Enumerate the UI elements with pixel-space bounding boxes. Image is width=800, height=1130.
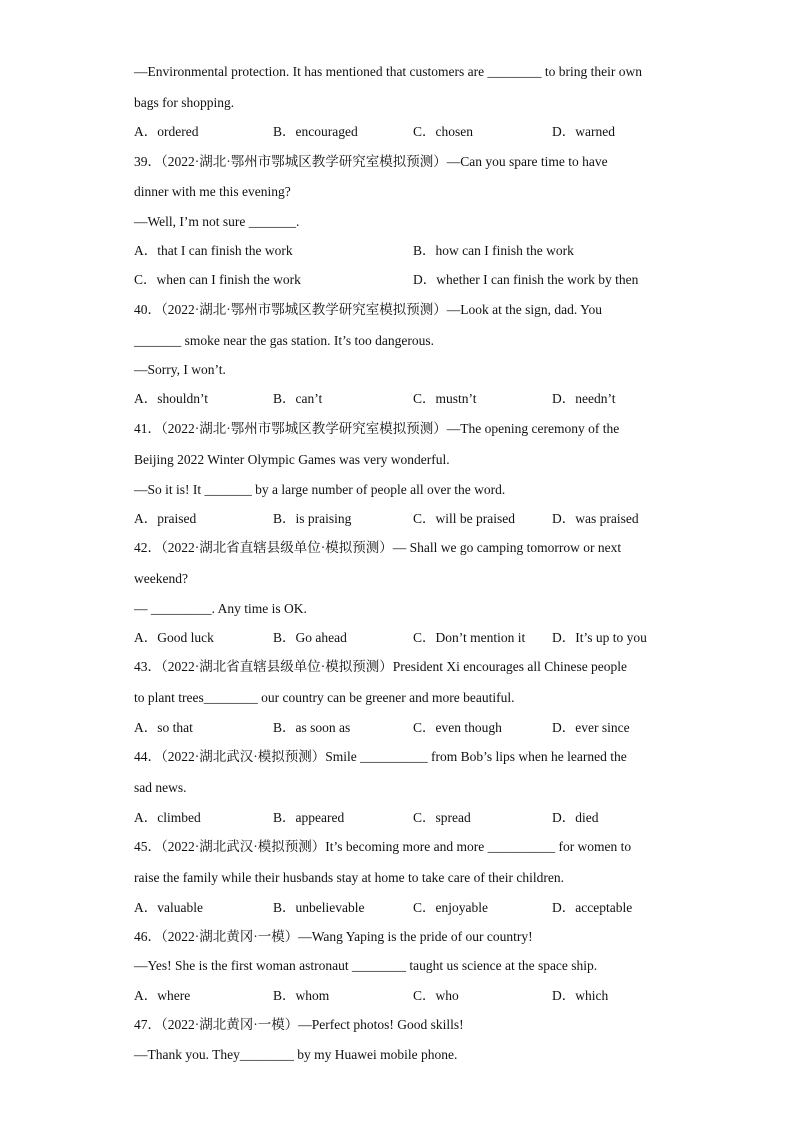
option-b: B．how can I finish the work bbox=[413, 243, 574, 258]
option-c: C．even though bbox=[413, 720, 502, 735]
question-text: bags for shopping. bbox=[134, 95, 235, 110]
option-d: D．It’s up to you bbox=[552, 630, 647, 645]
question-stem-46: 46．（2022·湖北黄冈·一模）—Wang Yaping is the pride of our country! bbox=[134, 929, 533, 944]
option-a: A．valuable bbox=[134, 900, 203, 915]
option-b: B．Go ahead bbox=[273, 630, 347, 645]
option-c: C．will be praised bbox=[413, 511, 515, 526]
option-d: D．ever since bbox=[552, 720, 630, 735]
question-stem-41: 41．（2022·湖北·鄂州市鄂城区教学研究室模拟预测）—The opening ceremony of the bbox=[134, 421, 620, 436]
question-text: —Environmental protection. It has mentioned that customers are ________ to bring their own bbox=[134, 64, 643, 79]
option-c: C．enjoyable bbox=[413, 900, 488, 915]
question-text: to plant trees________ our country can be greener and more beautiful. bbox=[134, 690, 515, 705]
option-d: D．acceptable bbox=[552, 900, 633, 915]
option-a: A．that I can finish the work bbox=[134, 243, 293, 258]
option-a: A．ordered bbox=[134, 124, 199, 139]
question-stem-40: 40．（2022·湖北·鄂州市鄂城区教学研究室模拟预测）—Look at the sign, dad. You bbox=[134, 302, 602, 317]
option-d: D．died bbox=[552, 810, 599, 825]
option-a: A．shouldn’t bbox=[134, 391, 209, 406]
question-stem-39: 39．（2022·湖北·鄂州市鄂城区教学研究室模拟预测）—Can you spare time to have bbox=[134, 154, 608, 169]
question-text: dinner with me this evening? bbox=[134, 184, 291, 199]
option-c: C．chosen bbox=[413, 124, 473, 139]
question-text: _______ smoke near the gas station. It’s too dangerous. bbox=[134, 333, 434, 348]
option-c: C．who bbox=[413, 988, 459, 1003]
option-b: B．whom bbox=[273, 988, 330, 1003]
question-stem-42: 42．（2022·湖北省直辖县级单位·模拟预测）— Shall we go camping tomorrow or next bbox=[134, 540, 622, 555]
option-c: C．Don’t mention it bbox=[413, 630, 526, 645]
option-b: B．as soon as bbox=[273, 720, 351, 735]
option-b: B．can’t bbox=[273, 391, 323, 406]
option-a: A．climbed bbox=[134, 810, 201, 825]
question-text: —So it is! It _______ by a large number of people all over the word. bbox=[134, 482, 506, 497]
option-a: A．so that bbox=[134, 720, 193, 735]
option-b: B．appeared bbox=[273, 810, 345, 825]
question-text: sad news. bbox=[134, 780, 187, 795]
option-b: B．unbelievable bbox=[273, 900, 365, 915]
option-c: C．when can I finish the work bbox=[134, 272, 301, 287]
option-c: C．spread bbox=[413, 810, 471, 825]
option-d: D．which bbox=[552, 988, 609, 1003]
question-text: Beijing 2022 Winter Olympic Games was very wonderful. bbox=[134, 452, 450, 467]
question-stem-45: 45．（2022·湖北武汉·模拟预测）It’s becoming more and more __________ for women to bbox=[134, 839, 632, 854]
question-text: weekend? bbox=[134, 571, 188, 586]
question-stem-44: 44．（2022·湖北武汉·模拟预测）Smile __________ from Bob’s lips when he learned the bbox=[134, 749, 627, 764]
question-text: —Sorry, I won’t. bbox=[134, 362, 226, 377]
option-d: D．whether I can finish the work by then bbox=[413, 272, 639, 287]
question-text: —Well, I’m not sure _______. bbox=[134, 214, 300, 229]
question-stem-43: 43．（2022·湖北省直辖县级单位·模拟预测）President Xi encourages all Chinese people bbox=[134, 659, 628, 674]
option-c: C．mustn’t bbox=[413, 391, 477, 406]
option-d: D．was praised bbox=[552, 511, 639, 526]
question-text: —Yes! She is the first woman astronaut ________ taught us science at the space ship. bbox=[134, 958, 598, 973]
option-b: B．encouraged bbox=[273, 124, 358, 139]
question-text: raise the family while their husbands stay at home to take care of their children. bbox=[134, 870, 564, 885]
option-b: B．is praising bbox=[273, 511, 352, 526]
option-a: A．praised bbox=[134, 511, 197, 526]
question-stem-47: 47．（2022·湖北黄冈·一模）—Perfect photos! Good skills! bbox=[134, 1017, 464, 1032]
option-a: A．Good luck bbox=[134, 630, 214, 645]
question-text: — _________. Any time is OK. bbox=[134, 601, 307, 616]
option-a: A．where bbox=[134, 988, 191, 1003]
option-d: D．needn’t bbox=[552, 391, 616, 406]
option-d: D．warned bbox=[552, 124, 615, 139]
question-text: —Thank you. They________ by my Huawei mobile phone. bbox=[134, 1047, 458, 1062]
